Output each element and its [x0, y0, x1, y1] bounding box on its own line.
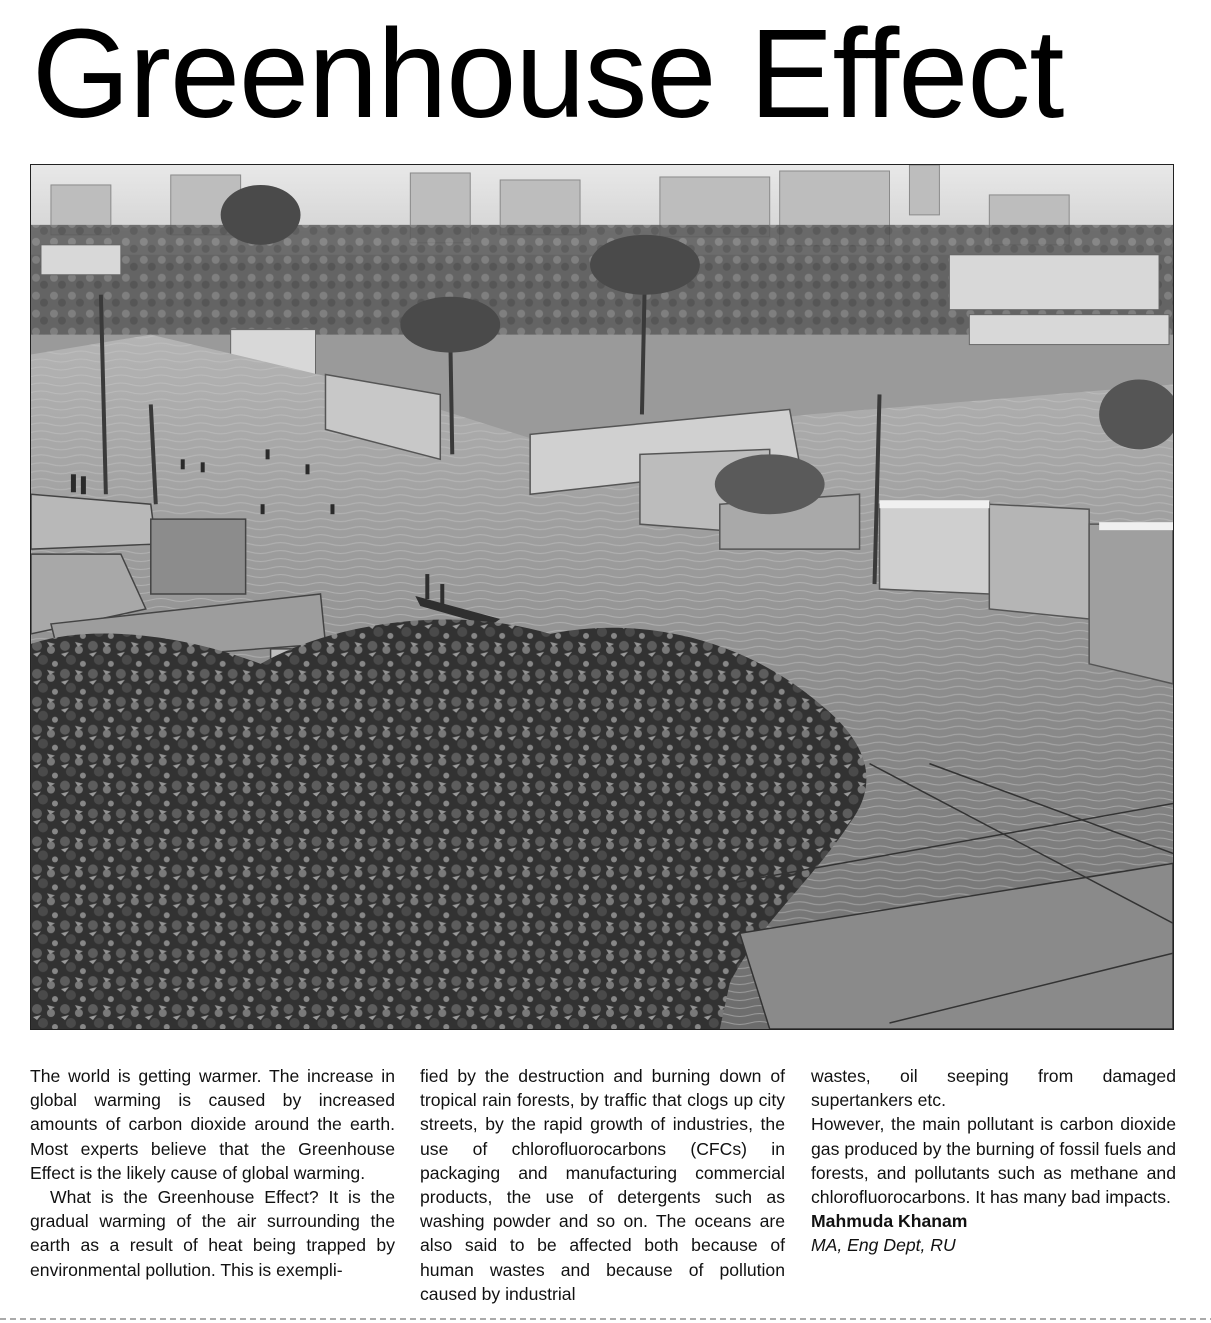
paragraph-wastes: wastes, oil seeping from damaged supertankers etc.: [811, 1066, 1176, 1111]
author-affiliation: MA, Eng Dept, RU: [811, 1235, 956, 1256]
flooded-street-photo: [31, 165, 1173, 1029]
paragraph-definition: What is the Greenhouse Effect? It is the gradual warming of the air surrounding the earth as a result of heat being trapped by environmental pollution. This is exempli-: [30, 1187, 395, 1280]
paragraph-causes: fied by the destruction and burning down of tropical rain forests, by traffic that clogs up city streets, by the rapid growth of industries, the use of chlorofluorocarbons (CFCs) in packaging and manufacturing commercial products, the use of detergents such as washing powder and so on. The oceans are also said to be affected both because of human wastes and because of pollution caused by industrial: [420, 1066, 785, 1304]
column-3: [811, 1064, 1176, 1258]
column-1: [30, 1064, 395, 1282]
article-body: [30, 1064, 1176, 1309]
bottom-rule: [0, 1318, 1211, 1320]
paragraph-intro: The world is getting warmer. The increase in global warming is caused by increased amounts of carbon dioxide around the earth. Most experts believe that the Greenhouse Effect is the likely cause of global warming.: [30, 1066, 395, 1183]
flood-photo: [30, 164, 1174, 1030]
author-name: Mahmuda Khanam: [811, 1211, 968, 1232]
headline: Greenhouse Effect: [32, 3, 1064, 144]
paragraph-pollutants: However, the main pollutant is carbon dioxide gas produced by the burning of fossil fuels and forests, and pollutants such as methane and chlorofluorocarbons. It has many bad impacts.: [811, 1114, 1176, 1208]
column-2: [420, 1064, 785, 1306]
